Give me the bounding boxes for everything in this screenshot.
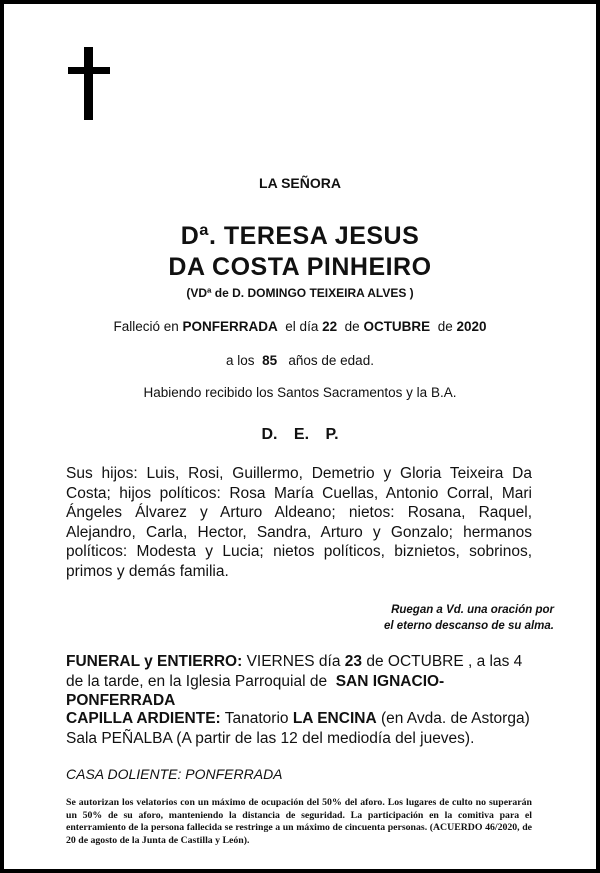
family-paragraph: Sus hijos: Luis, Rosi, Guillermo, Demetrio y Gloria Teixeira Da Costa; hijos políticos: Rosa María Cuellas, Antonio Corral, Mari Ángeles Álvarez y Arturo Aldeano; nietos: Rosana, Raquel, Alejandro, Carla, Hector, Sandra, Arturo y Gonzalo; hermanos políticos: Modesta y Lucia; nietos políticos, biznietos, sobrinos, primos y demás familia.: [66, 465, 532, 580]
age-line: a los 85 años de edad.: [226, 353, 374, 368]
widow-note: (VDª de D. DOMINGO TEIXEIRA ALVES ): [186, 286, 414, 300]
death-line: Falleció en PONFERRADA el día 22 de OCTUBRE de 2020: [113, 319, 487, 334]
sacraments-line: Habiendo recibido los Santos Sacramentos y la B.A.: [143, 385, 457, 400]
cross-icon: [68, 47, 110, 120]
funeral-paragraph: FUNERAL y ENTIERRO: VIERNES día 23 de OCTUBRE , a las 4 de la tarde, en la Iglesia Parroquial de SAN IGNACIO- PONFERRADA: [66, 653, 523, 710]
prayer-request: Ruegan a Vd. una oración por el eterno descanso de su alma.: [383, 604, 554, 632]
deceased-name-line2: DA COSTA PINHEIRO: [168, 253, 432, 281]
deceased-name-line1: Dª. TERESA JESUS: [180, 222, 420, 250]
house-line: CASA DOLIENTE: PONFERRADA: [66, 766, 283, 782]
covid-notice: Se autorizan los velatorios con un máximo de ocupación del 50% del aforo. Los lugares de culto no superarán un 50% de su aforo, manteniendo la distancia de seguridad. La participación en la comitiva para el enterramiento de la persona fallecida se restringe a un máximo de cincuenta personas. (ACUERDO 46/2020, de 20 de agosto de la Junta de Castilla y León).: [66, 797, 532, 846]
header-title: LA SEÑORA: [259, 175, 341, 191]
chapel-paragraph: CAPILLA ARDIENTE: Tanatorio LA ENCINA (en Avda. de Astorga) Sala PEÑALBA (A partir de las 12 del mediodía del jueves).: [66, 710, 530, 747]
dep-text: D. E. P.: [261, 426, 339, 443]
